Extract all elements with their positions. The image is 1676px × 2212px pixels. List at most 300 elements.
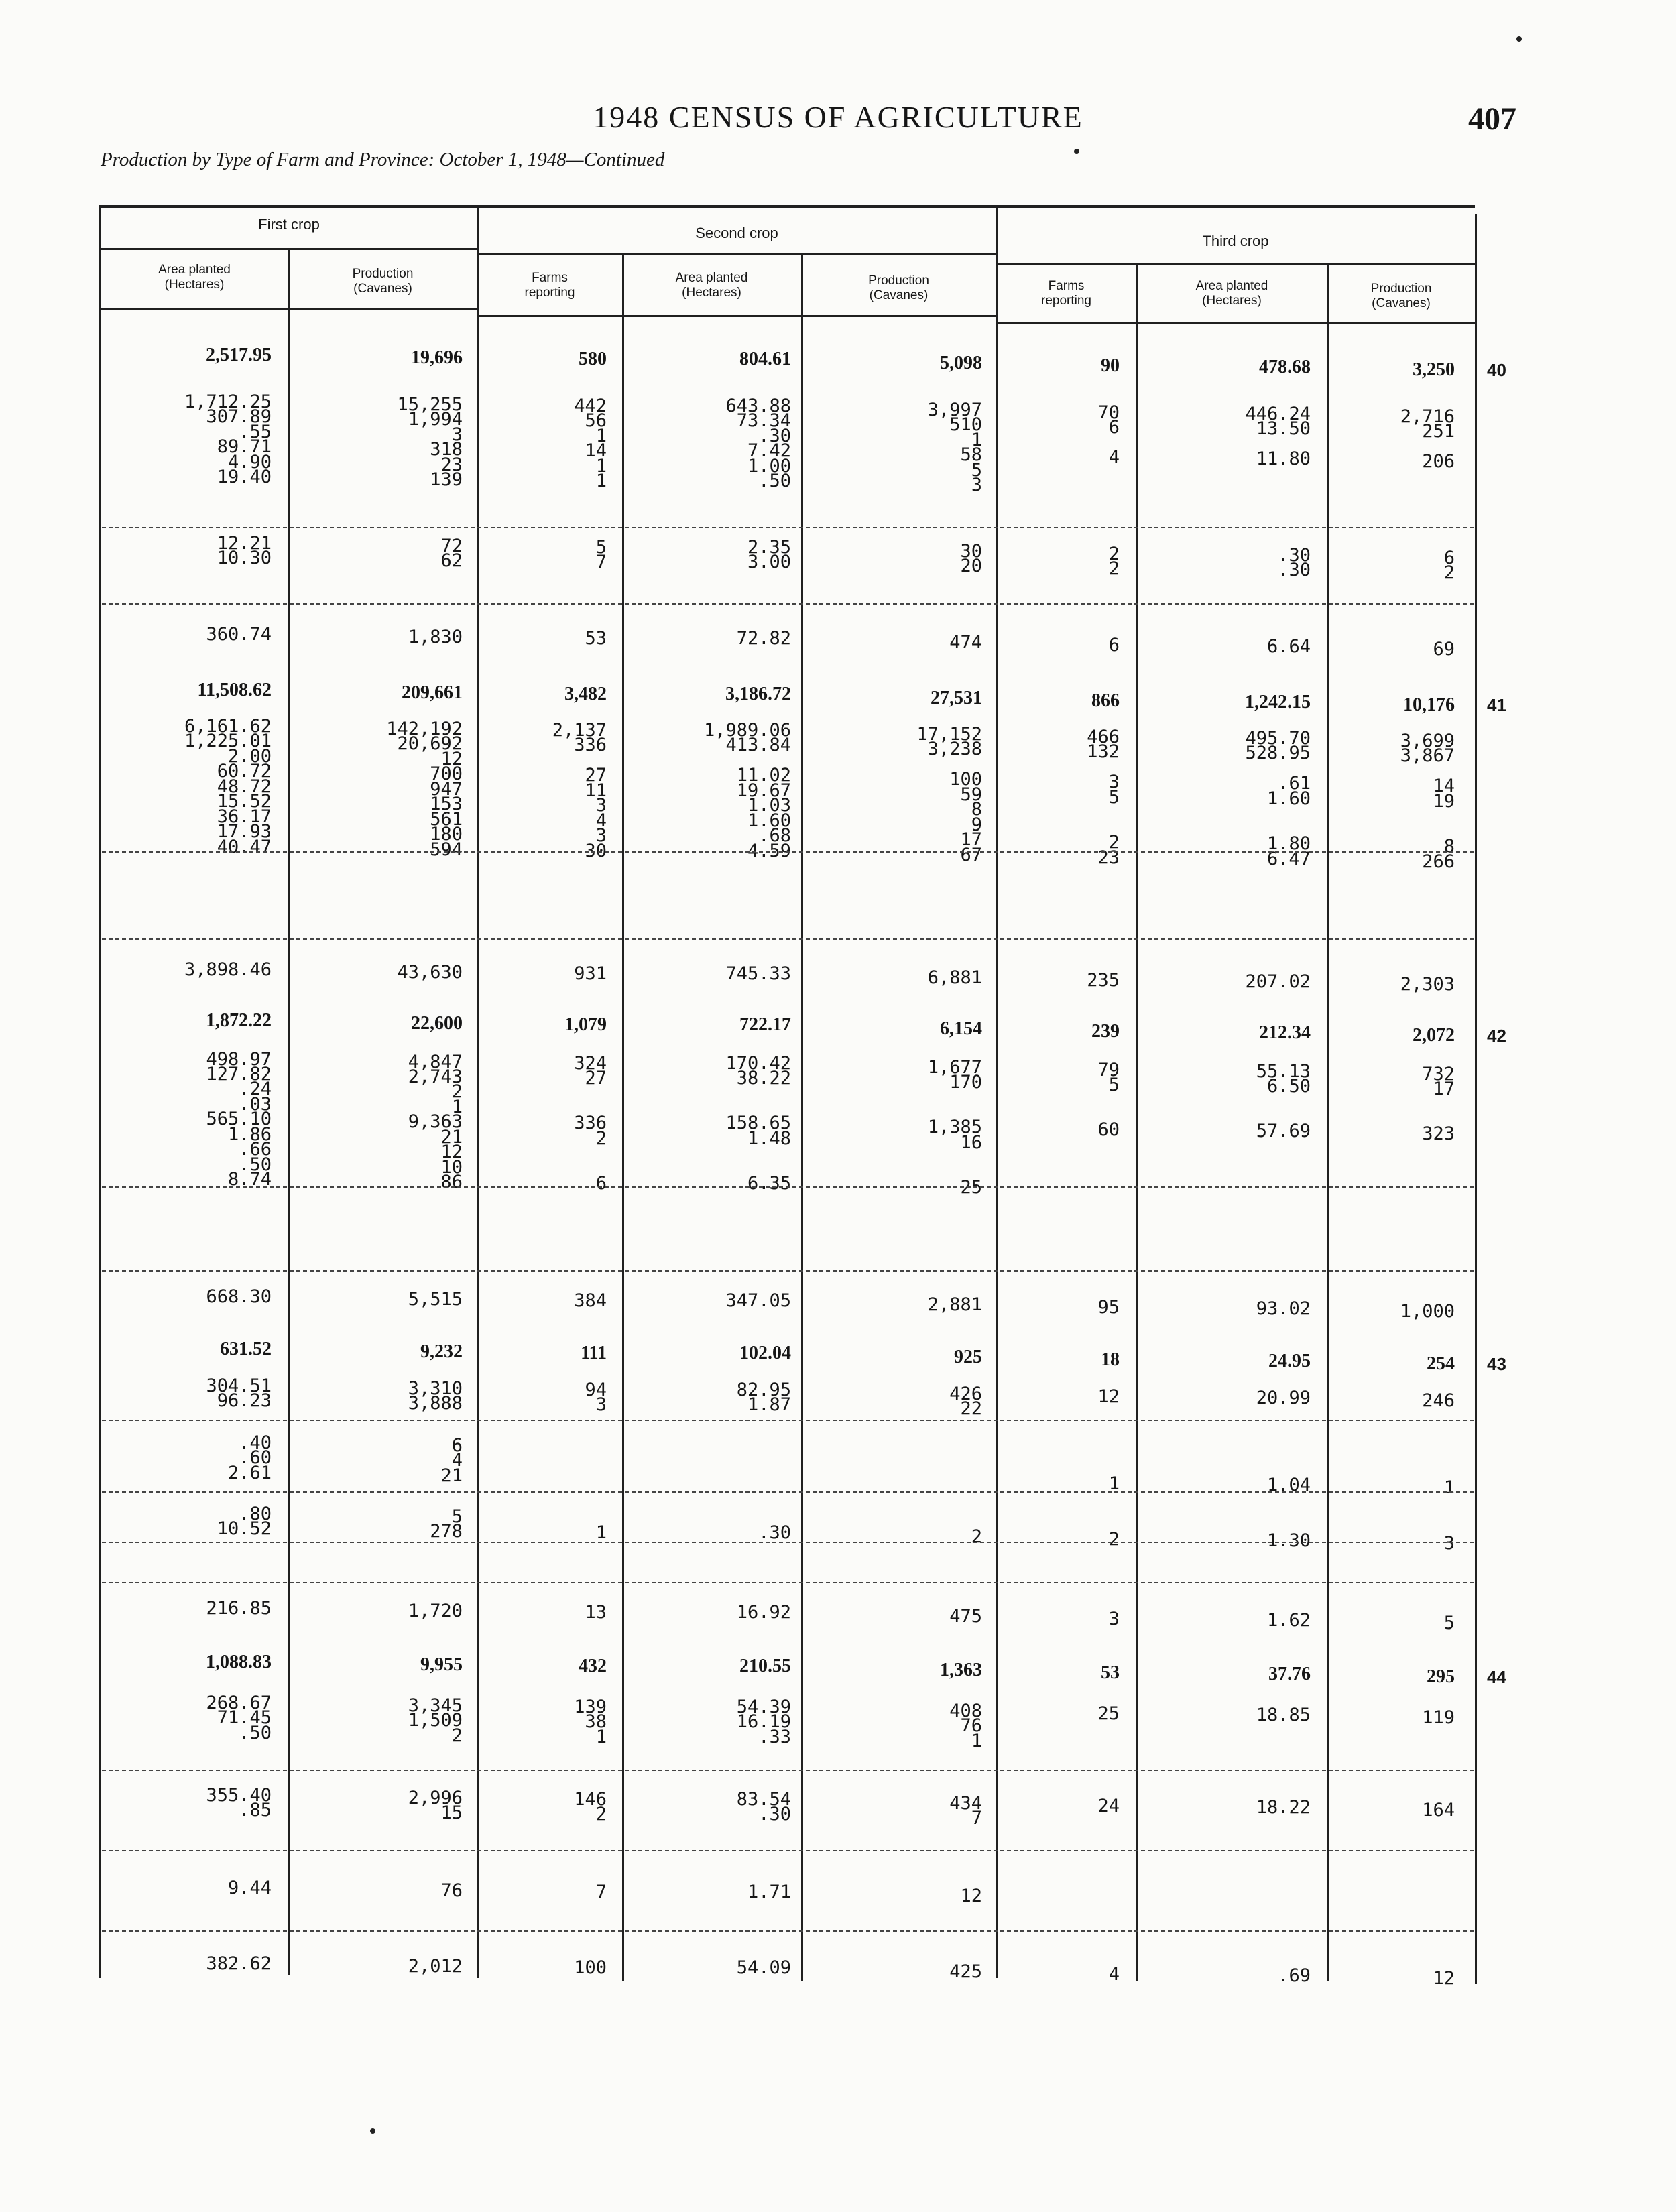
cell-area-planted-3: 1.80	[1266, 833, 1311, 854]
cell-area-planted-2: 83.54	[736, 1789, 791, 1810]
cell-production-3: 295	[1427, 1666, 1455, 1687]
table-row	[0, 624, 1508, 660]
cell-production-1: 700	[430, 763, 463, 784]
cell-area-planted-1: 565.10	[206, 1109, 272, 1129]
cell-farms-reporting-3: 18	[1101, 1349, 1120, 1370]
cell-production-2: 16	[960, 1132, 982, 1153]
cell-area-planted-3: 478.68	[1259, 357, 1311, 377]
cell-farms-reporting-3: 95	[1097, 1297, 1120, 1318]
cell-area-planted-3: 212.34	[1259, 1022, 1311, 1043]
cell-production-3: 2	[1443, 562, 1455, 583]
cell-area-planted-1: 19.40	[217, 467, 272, 487]
cell-production-2: 67	[960, 845, 982, 865]
table-caption: Production by Type of Farm and Province: October 1, 1948—Continued	[101, 149, 665, 170]
cell-production-2: 1	[971, 430, 982, 450]
cell-production-2: 1,677	[927, 1057, 982, 1078]
cell-area-planted-2: 2.35	[747, 537, 791, 558]
cell-production-2: 434	[949, 1793, 982, 1814]
table-row	[0, 467, 1508, 495]
cell-farms-reporting-3: 1	[1108, 1473, 1120, 1494]
cell-farms-reporting-3: 235	[1087, 970, 1120, 991]
cell-area-planted-2: 16.92	[736, 1602, 791, 1623]
cell-farms-reporting-3: 2	[1108, 832, 1120, 853]
cell-area-planted-2: 82.95	[736, 1379, 791, 1400]
cell-farms-reporting-3: 2	[1108, 544, 1120, 564]
cell-production-1: 1,720	[408, 1601, 463, 1621]
cell-production-2: 6,881	[927, 967, 982, 988]
cell-production-1: 10	[440, 1157, 463, 1178]
page-number: 407	[1468, 101, 1516, 137]
cell-area-planted-1: 71.45	[217, 1707, 272, 1728]
table-total-row	[0, 680, 1508, 715]
cell-production-1: 43,630	[397, 962, 463, 983]
province-key: 44	[1487, 1667, 1506, 1687]
cell-farms-reporting-3: 3	[1108, 772, 1120, 792]
cell-farms-reporting-2: 94	[585, 1379, 607, 1400]
cell-production-1: 72	[440, 536, 463, 556]
cell-area-planted-1: 216.85	[206, 1598, 272, 1619]
cell-area-planted-2: 4.59	[747, 841, 791, 861]
cell-area-planted-3: .69	[1278, 1965, 1311, 1986]
cell-production-2: 426	[949, 1384, 982, 1404]
cell-production-2: 17	[960, 829, 982, 850]
cell-area-planted-1: 127.82	[206, 1064, 272, 1085]
cell-area-planted-2: 210.55	[739, 1656, 791, 1676]
cell-farms-reporting-3: 239	[1091, 1021, 1120, 1042]
cell-area-planted-1: 1,872.22	[206, 1010, 272, 1031]
cell-production-1: 3,310	[408, 1378, 463, 1399]
table-total-row	[0, 1339, 1508, 1374]
cell-production-3: 6	[1443, 548, 1455, 568]
cell-farms-reporting-2: 4	[595, 810, 607, 831]
cell-farms-reporting-2: 27	[585, 1068, 607, 1089]
cell-area-planted-1: 15.52	[217, 791, 272, 812]
cell-production-2: 3	[971, 475, 982, 495]
province-key: 40	[1487, 360, 1506, 380]
column-header: Farms reporting	[1041, 279, 1091, 308]
cell-production-3: 254	[1427, 1353, 1455, 1374]
dashed-separator	[102, 1770, 1474, 1771]
cell-farms-reporting-3: 466	[1087, 727, 1120, 747]
cell-area-planted-2: 38.22	[736, 1068, 791, 1089]
cell-farms-reporting-2: 7	[595, 552, 607, 572]
cell-production-1: 15	[440, 1802, 463, 1823]
province-key: 42	[1487, 1026, 1506, 1046]
cell-area-planted-3: 6.47	[1266, 849, 1311, 869]
cell-production-2: 30	[960, 541, 982, 562]
cell-production-1: 139	[430, 469, 463, 490]
cell-area-planted-3: 446.24	[1245, 404, 1311, 424]
cell-production-2: 76	[960, 1715, 982, 1736]
cell-farms-reporting-3: 24	[1097, 1796, 1120, 1817]
cell-farms-reporting-2: 336	[574, 735, 607, 755]
cell-production-3: 3,699	[1400, 731, 1455, 751]
cell-production-3: 266	[1422, 851, 1455, 872]
cell-farms-reporting-2: 324	[574, 1053, 607, 1074]
scan-speck	[1516, 36, 1522, 42]
cell-farms-reporting-2: 3,482	[564, 684, 607, 704]
cell-production-3: 2,303	[1400, 974, 1455, 995]
cell-production-1: 561	[430, 809, 463, 830]
cell-area-planted-1: 1,225.01	[184, 731, 272, 751]
cell-production-2: 1,363	[940, 1660, 982, 1680]
cell-production-2: 6,154	[940, 1018, 982, 1039]
cell-area-planted-1: .50	[239, 1154, 272, 1175]
cell-production-2: 7	[971, 1808, 982, 1829]
cell-area-planted-2: 1.00	[747, 456, 791, 477]
column-header: Area planted (Hectares)	[158, 263, 231, 292]
table-total-row	[0, 345, 1508, 380]
cell-production-1: 180	[430, 824, 463, 845]
cell-area-planted-1: .55	[239, 422, 272, 442]
page-title: 1948 CENSUS OF AGRICULTURE	[593, 100, 1083, 134]
cell-area-planted-2: 7.42	[747, 440, 791, 461]
cell-area-planted-2: 102.04	[739, 1343, 791, 1363]
cell-farms-reporting-2: 580	[579, 349, 607, 369]
cell-area-planted-2: 1.87	[747, 1394, 791, 1415]
province-key: 43	[1487, 1354, 1506, 1374]
cell-production-2: 5	[971, 460, 982, 481]
cell-farms-reporting-2: 432	[579, 1656, 607, 1676]
cell-area-planted-1: .40	[239, 1432, 272, 1453]
cell-farms-reporting-2: 13	[585, 1602, 607, 1623]
cell-area-planted-2: 72.82	[736, 628, 791, 649]
cell-farms-reporting-2: 3	[595, 825, 607, 846]
cell-production-1: 2	[451, 1081, 463, 1102]
cell-production-1: 12	[440, 749, 463, 770]
cell-farms-reporting-3: 3	[1108, 1609, 1120, 1630]
table-row	[0, 1723, 1508, 1752]
cell-production-3: 19	[1433, 791, 1455, 812]
cell-production-1: 5,515	[408, 1289, 463, 1310]
cell-production-2: 25	[960, 1177, 982, 1198]
cell-production-3: 12	[1433, 1968, 1455, 1989]
dashed-separator	[102, 1850, 1474, 1851]
cell-production-1: 9,363	[408, 1111, 463, 1132]
cell-area-planted-3: 18.22	[1256, 1797, 1311, 1818]
dashed-separator	[102, 527, 1474, 528]
cell-production-2: 59	[960, 784, 982, 805]
cell-area-planted-2: 643.88	[725, 395, 791, 416]
column-header: Production (Cavanes)	[1370, 282, 1432, 310]
cell-production-3: 3,867	[1400, 745, 1455, 766]
table-total-row	[0, 1010, 1508, 1046]
cell-area-planted-3: 37.76	[1268, 1664, 1311, 1684]
cell-area-planted-1: 17.93	[217, 821, 272, 842]
cell-farms-reporting-3: 5	[1108, 787, 1120, 808]
scan-speck	[1074, 149, 1079, 154]
cell-production-1: 2	[451, 1725, 463, 1746]
cell-area-planted-1: 498.97	[206, 1049, 272, 1070]
cell-area-planted-1: 89.71	[217, 436, 272, 457]
dashed-separator	[102, 1582, 1474, 1583]
cell-production-2: 27,531	[931, 688, 982, 709]
cell-production-1: 318	[430, 439, 463, 460]
cell-farms-reporting-2: 56	[585, 410, 607, 431]
cell-production-3: 69	[1433, 639, 1455, 660]
cell-production-3: 251	[1422, 421, 1455, 442]
cell-production-1: 86	[440, 1172, 463, 1192]
cell-farms-reporting-2: 111	[581, 1343, 607, 1363]
cell-farms-reporting-2: 38	[585, 1711, 607, 1732]
cell-production-1: 1,509	[408, 1710, 463, 1731]
cell-farms-reporting-3: 2	[1108, 558, 1120, 579]
cell-production-2: 9	[971, 814, 982, 835]
cell-area-planted-1: 48.72	[217, 776, 272, 797]
province-key: 41	[1487, 695, 1506, 715]
cell-area-planted-2: 1.03	[747, 795, 791, 816]
cell-farms-reporting-2: 2	[595, 1128, 607, 1149]
cell-farms-reporting-3: 132	[1087, 741, 1120, 762]
cell-area-planted-2: 16.19	[736, 1711, 791, 1732]
cell-farms-reporting-2: 5	[595, 537, 607, 558]
cell-area-planted-2: 804.61	[739, 349, 791, 369]
cell-area-planted-3: 24.95	[1268, 1351, 1311, 1371]
cell-farms-reporting-2: 3	[595, 1394, 607, 1415]
cell-production-1: 1	[451, 1097, 463, 1117]
cell-farms-reporting-2: 7	[595, 1882, 607, 1902]
table-row	[0, 1463, 1508, 1498]
cell-area-planted-1: 1,088.83	[206, 1652, 272, 1672]
cell-area-planted-1: 2.00	[227, 746, 272, 767]
cell-farms-reporting-2: 384	[574, 1290, 607, 1311]
cell-farms-reporting-3: 6	[1108, 635, 1120, 656]
cell-area-planted-3: 1.60	[1266, 788, 1311, 809]
table-row	[0, 837, 1508, 872]
cell-area-planted-1: 307.89	[206, 406, 272, 427]
cell-area-planted-2: 1.48	[747, 1128, 791, 1149]
cell-area-planted-3: 20.99	[1256, 1388, 1311, 1408]
cell-area-planted-3: 55.13	[1256, 1061, 1311, 1082]
cell-production-2: 2	[971, 1526, 982, 1547]
cell-area-planted-2: .50	[758, 471, 791, 491]
cell-production-1: 142,192	[386, 719, 463, 739]
cell-farms-reporting-2: 3	[595, 795, 607, 816]
cell-farms-reporting-2: 53	[585, 628, 607, 649]
cell-production-1: 20,692	[397, 733, 463, 754]
cell-production-2: 170	[949, 1072, 982, 1093]
cell-farms-reporting-2: 11	[585, 780, 607, 801]
dashed-separator	[102, 1420, 1474, 1421]
cell-farms-reporting-2: 30	[585, 841, 607, 861]
cell-production-1: 2,743	[408, 1066, 463, 1087]
cell-farms-reporting-3: 60	[1097, 1119, 1120, 1140]
cell-production-1: 15,255	[397, 394, 463, 415]
cell-area-planted-2: 170.42	[725, 1053, 791, 1074]
cell-area-planted-2: 73.34	[736, 410, 791, 431]
cell-farms-reporting-3: 866	[1091, 690, 1120, 711]
cell-area-planted-1: 6,161.62	[184, 716, 272, 737]
cell-farms-reporting-2: 1	[595, 1522, 607, 1543]
cell-farms-reporting-3: 5	[1108, 1074, 1120, 1095]
column-header: Area planted (Hectares)	[1195, 279, 1268, 308]
cell-production-2: 8	[971, 799, 982, 820]
table-row	[0, 1390, 1508, 1419]
cell-production-1: 3,888	[408, 1393, 463, 1414]
cell-production-1: 4,847	[408, 1052, 463, 1072]
cell-area-planted-1: 304.51	[206, 1375, 272, 1396]
cell-area-planted-3: .30	[1278, 560, 1311, 580]
cell-area-planted-1: 96.23	[217, 1390, 272, 1411]
dashed-separator	[102, 1186, 1474, 1188]
cell-area-planted-3: 495.70	[1245, 728, 1311, 749]
table-row	[0, 1878, 1508, 1906]
cell-production-1: 594	[430, 839, 463, 860]
cell-area-planted-2: 722.17	[739, 1014, 791, 1035]
cell-area-planted-1: .60	[239, 1447, 272, 1468]
cell-area-planted-2: .33	[758, 1727, 791, 1747]
table-row	[0, 1953, 1508, 1989]
dashed-separator	[102, 938, 1474, 940]
cell-area-planted-1: 355.40	[206, 1785, 272, 1806]
cell-area-planted-1: 3,898.46	[184, 959, 272, 980]
cell-area-planted-2: 54.39	[736, 1697, 791, 1717]
cell-farms-reporting-3: 90	[1101, 355, 1120, 376]
cell-area-planted-1: 8.74	[227, 1169, 272, 1190]
cell-production-1: 19,696	[411, 347, 463, 368]
cell-farms-reporting-3: 2	[1108, 1529, 1120, 1550]
cell-area-planted-3: 93.02	[1256, 1298, 1311, 1319]
cell-production-1: 153	[430, 794, 463, 814]
cell-production-1: 21	[440, 1127, 463, 1148]
cell-farms-reporting-2: 2,137	[552, 720, 607, 741]
cell-production-1: 4	[451, 1450, 463, 1471]
cell-area-planted-3: 1.62	[1266, 1610, 1311, 1631]
cell-production-3: 10,176	[1403, 694, 1455, 715]
column-header: Production (Cavanes)	[868, 273, 929, 302]
cell-production-3: 1,000	[1400, 1301, 1455, 1322]
cell-area-planted-3: 18.85	[1256, 1705, 1311, 1725]
cell-farms-reporting-2: 1,079	[564, 1014, 607, 1035]
table-row	[0, 1518, 1508, 1554]
cell-production-3: 8	[1443, 836, 1455, 857]
cell-area-planted-3: 11.80	[1256, 448, 1311, 469]
dashed-separator	[102, 603, 1474, 605]
cell-farms-reporting-3: 70	[1097, 402, 1120, 423]
cell-production-1: 62	[440, 550, 463, 571]
cell-area-planted-2: .30	[758, 1804, 791, 1825]
cell-farms-reporting-3: 4	[1108, 1964, 1120, 1985]
cell-area-planted-2: 158.65	[725, 1113, 791, 1133]
cell-production-3: 323	[1422, 1123, 1455, 1144]
cell-production-3: 14	[1433, 776, 1455, 796]
cell-farms-reporting-2: 336	[574, 1113, 607, 1133]
cell-production-1: 5	[451, 1506, 463, 1527]
scan-speck	[370, 2128, 375, 2134]
cell-production-1: 22,600	[411, 1013, 463, 1034]
cell-production-3: 3,250	[1413, 359, 1455, 380]
cell-farms-reporting-2: 27	[585, 765, 607, 786]
cell-area-planted-3: 6.50	[1266, 1076, 1311, 1097]
cell-area-planted-3: 528.95	[1245, 743, 1311, 763]
cell-production-1: 9,955	[420, 1654, 463, 1675]
table-row	[0, 959, 1508, 995]
cell-area-planted-1: 2,517.95	[206, 345, 272, 365]
cell-area-planted-3: 13.50	[1256, 418, 1311, 439]
cell-area-planted-3: 6.64	[1266, 636, 1311, 657]
cell-area-planted-2: 1.71	[747, 1882, 791, 1902]
cell-area-planted-1: 60.72	[217, 761, 272, 782]
cell-area-planted-2: 6.35	[747, 1173, 791, 1194]
cell-farms-reporting-3: 25	[1097, 1703, 1120, 1724]
cell-area-planted-3: .61	[1278, 773, 1311, 794]
cell-production-1: 21	[440, 1465, 463, 1486]
cell-area-planted-1: 631.52	[220, 1339, 272, 1359]
cell-farms-reporting-2: 14	[585, 440, 607, 461]
cell-production-3: 246	[1422, 1390, 1455, 1411]
cell-farms-reporting-2: 1	[595, 426, 607, 446]
cell-area-planted-1: 382.62	[206, 1953, 272, 1974]
cell-area-planted-1: .85	[239, 1800, 272, 1821]
cell-farms-reporting-2: 931	[574, 963, 607, 984]
column-header: Area planted (Hectares)	[675, 271, 748, 300]
table-row	[0, 1286, 1508, 1322]
cell-production-3: 119	[1422, 1707, 1455, 1728]
cell-production-3: 164	[1422, 1800, 1455, 1821]
cell-production-2: 510	[949, 414, 982, 435]
cell-production-1: 3,345	[408, 1695, 463, 1716]
cell-area-planted-1: .80	[239, 1503, 272, 1524]
cell-area-planted-2: 11.02	[736, 765, 791, 786]
cell-area-planted-1: .66	[239, 1139, 272, 1160]
cell-production-2: 3,238	[927, 739, 982, 759]
cell-area-planted-3: 57.69	[1256, 1121, 1311, 1142]
cell-production-1: 2,012	[408, 1956, 463, 1977]
cell-production-2: 12	[960, 1886, 982, 1906]
cell-area-planted-1: .50	[239, 1723, 272, 1743]
cell-production-3: 732	[1422, 1064, 1455, 1085]
cell-production-3: 2,072	[1413, 1025, 1455, 1046]
cell-farms-reporting-3: 53	[1101, 1662, 1120, 1683]
cell-production-3: 3	[1443, 1533, 1455, 1554]
cell-area-planted-2: .30	[758, 1522, 791, 1543]
cell-production-3: 2,716	[1400, 406, 1455, 427]
cell-production-2: 1	[971, 1731, 982, 1752]
group-first-crop: First crop	[258, 216, 320, 233]
cell-production-1: 947	[430, 779, 463, 800]
cell-production-3: 17	[1433, 1079, 1455, 1099]
cell-production-1: 6	[451, 1435, 463, 1456]
cell-area-planted-3: 207.02	[1245, 971, 1311, 992]
cell-area-planted-3: 1.30	[1266, 1530, 1311, 1551]
cell-production-2: 474	[949, 632, 982, 653]
cell-area-planted-3: 1.04	[1266, 1475, 1311, 1495]
cell-area-planted-1: 1.86	[227, 1124, 272, 1145]
cell-farms-reporting-3: 12	[1097, 1386, 1120, 1407]
cell-farms-reporting-2: 1	[595, 471, 607, 491]
cell-farms-reporting-2: 1	[595, 456, 607, 477]
cell-area-planted-2: 413.84	[725, 735, 791, 755]
cell-production-1: 12	[440, 1142, 463, 1162]
column-header: Production (Cavanes)	[352, 267, 414, 296]
cell-production-2: 20	[960, 556, 982, 576]
cell-area-planted-1: 1,712.25	[184, 391, 272, 412]
dashed-separator	[102, 1542, 1474, 1543]
cell-area-planted-1: 668.30	[206, 1286, 272, 1307]
cell-area-planted-1: 36.17	[217, 806, 272, 827]
group-third-crop: Third crop	[1202, 233, 1269, 249]
cell-area-planted-2: 1,989.06	[703, 720, 791, 741]
table-row	[0, 1598, 1508, 1634]
dashed-separator	[102, 1491, 1474, 1493]
cell-production-1: 76	[440, 1880, 463, 1901]
cell-area-planted-2: 745.33	[725, 963, 791, 984]
cell-production-2: 58	[960, 444, 982, 465]
dashed-separator	[102, 851, 1474, 853]
cell-production-2: 1,385	[927, 1117, 982, 1138]
cell-area-planted-2: 3.00	[747, 552, 791, 572]
cell-area-planted-2: 19.67	[736, 780, 791, 801]
